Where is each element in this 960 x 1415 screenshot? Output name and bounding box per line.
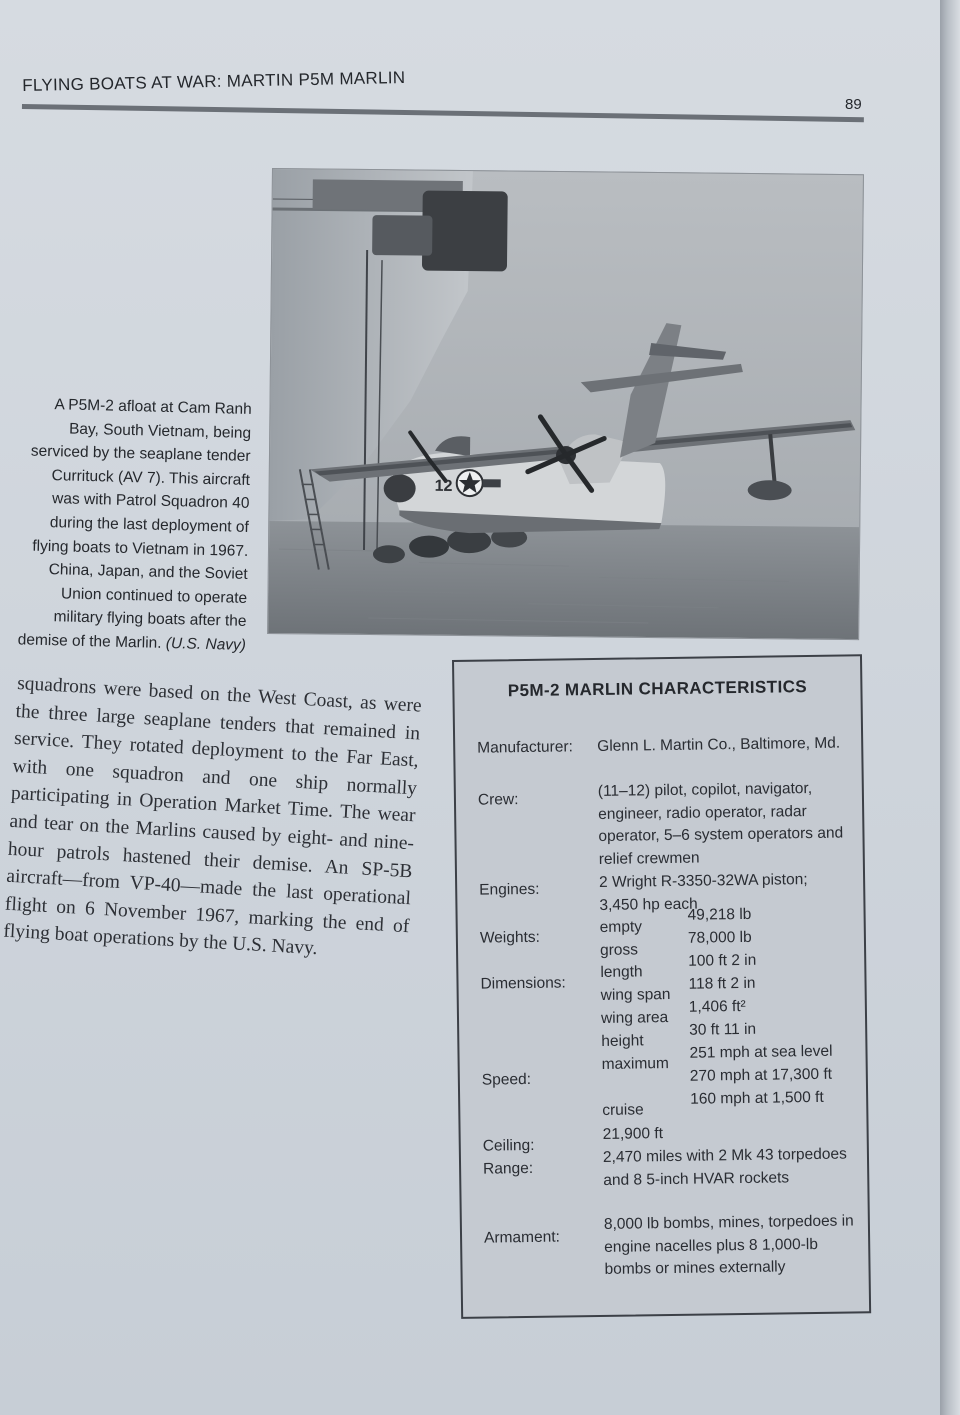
dim-height-value: 30 ft 11 in	[689, 1020, 757, 1039]
header-rule	[22, 104, 864, 122]
seaplane-photo	[267, 168, 864, 640]
body-paragraph: squadrons were based on the West Coast, as were the three large seaplane tenders that remained in service. They rotated deployment to the Far East, with one squadron and one ship normally participating in Operation Market Time. The wear and tear on the Marlins caused by eight- and nine-hour patrols hastened their demise. An SP-5B aircraft—from VP-40—made the last operational flight on 6 November 1967, marking the end of flying boat operations by the U.S. Navy.	[2, 672, 423, 960]
dim-height-label: height	[601, 1032, 644, 1050]
crew-value: (11–12) pilot, copilot, navigator, engineer, radio operator, radar operator, 5–6 system operators and relief crewmen	[597, 779, 844, 868]
weight-gross-label: gross	[599, 941, 639, 959]
engines-value: 2 Wright R-3350-32WA piston; 3,450 hp each	[599, 871, 808, 914]
dim-span-label: wing span	[600, 985, 671, 1004]
speed-maximum-value-2: 270 mph at 17,300 ft	[689, 1065, 833, 1085]
weight-empty-value: 49,218 lb	[687, 905, 752, 924]
hull-number: 12	[434, 477, 453, 495]
weight-gross-value: 78,000 lb	[687, 928, 752, 947]
dim-length-label: length	[600, 963, 643, 981]
page-number: 89	[845, 96, 862, 113]
speed-cruise-label: cruise	[602, 1101, 644, 1119]
dim-area-label: wing area	[600, 1009, 669, 1027]
engines-label: Engines:	[479, 880, 540, 899]
armament-label: Armament:	[483, 1228, 560, 1247]
sidebar-title: P5M-2 MARLIN CHARACTERISTICS	[507, 677, 808, 701]
speed-cruise-value: 160 mph at 1,500 ft	[690, 1088, 824, 1108]
photo-caption	[16, 392, 252, 657]
dim-span-value: 118 ft 2 in	[688, 974, 756, 993]
page-edge	[940, 0, 960, 1415]
running-head: FLYING BOATS AT WAR: MARTIN P5M MARLIN	[22, 67, 406, 95]
speed-maximum-label: maximum	[601, 1055, 669, 1073]
armament-value: 8,000 lb bombs, mines, torpedoes in engine nacelles plus 8 1,000-lb bombs or mines externally	[603, 1212, 854, 1278]
dim-length-value: 100 ft 2 in	[688, 951, 757, 970]
manufacturer-label: Manufacturer:	[477, 738, 573, 757]
crew-label: Crew:	[477, 791, 519, 809]
ceiling-label: Ceiling:	[482, 1136, 535, 1155]
weights-label: Weights:	[479, 928, 541, 947]
caption-text: A P5M-2 afloat at Cam Ranh Bay, South Vietnam, being serviced by the seaplane tender Currituck (AV 7). This aircraft was with Patrol Squadron 40 during the last deployment of flying boats to Vietnam in 1967. China, Japan, and the Soviet Union continued to operate military flying boats after the demise of the Marlin.	[17, 396, 252, 652]
range-value: 2,470 miles with 2 Mk 43 torpedoes and 8 5-inch HVAR rockets	[602, 1145, 847, 1189]
speed-maximum-value-1: 251 mph at sea level	[689, 1042, 833, 1062]
speed-label: Speed:	[481, 1070, 532, 1089]
characteristics-sidebar	[452, 654, 871, 1319]
dimensions-label: Dimensions:	[480, 974, 566, 993]
weight-empty-label: empty	[599, 918, 643, 936]
caption-credit: (U.S. Navy)	[165, 634, 247, 654]
ceiling-value: 21,900 ft	[602, 1125, 664, 1143]
dim-area-value: 1,406 ft²	[688, 997, 746, 1016]
manufacturer-value: Glenn L. Martin Co., Baltimore, Md.	[597, 734, 841, 755]
range-label: Range:	[482, 1159, 534, 1178]
